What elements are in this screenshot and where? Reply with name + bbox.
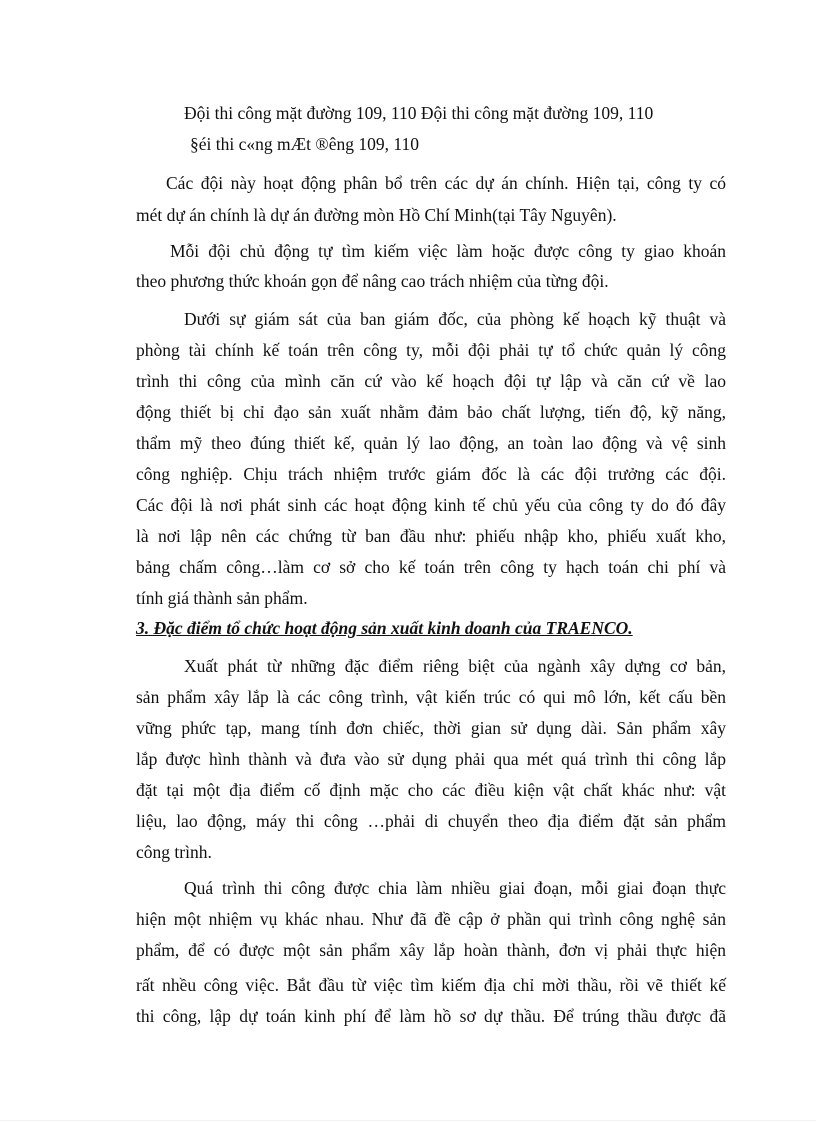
paragraph-line: Quá trình thi công được chia làm nhiều giai đoạn, mỗi giai đoạn thực [184, 878, 726, 898]
paragraph-line: tính giá thành sản phẩm. [136, 588, 308, 608]
paragraph-line: Dưới sự giám sát của ban giám đốc, của phòng kế hoạch kỹ thuật và [184, 309, 726, 329]
paragraph-line: vững phức tạp, mang tính đơn chiếc, thời gian sử dụng dài. Sản phẩm xây [136, 718, 726, 738]
paragraph-line: sản phẩm xây lắp là các công trình, vật kiến trúc có qui mô lớn, kết cấu bền [136, 687, 726, 707]
section-heading: 3. Đặc điểm tổ chức hoạt động sản xuất kinh doanh của TRAENCO. [136, 618, 633, 638]
paragraph-line: công trình. [136, 842, 212, 862]
page-bottom-edge [0, 1120, 816, 1121]
paragraph-line: rất nhều công việc. Bắt đầu từ việc tìm kiếm địa chỉ mời thầu, rồi vẽ thiết kế [136, 975, 726, 995]
team-line-1: Đội thi công mặt đường 109, 110 Đội thi công mặt đường 109, 110 [184, 103, 654, 123]
team-line-2: §éi thi c«ng mÆt ®êng 109, 110 [190, 134, 419, 154]
paragraph-line: Mỗi đội chủ động tự tìm kiếm việc làm hoặc được công ty giao khoán [170, 241, 726, 261]
paragraph-line: công nghiệp. Chịu trách nhiệm trước giám đốc là các đội trưởng các đội. [136, 464, 726, 484]
paragraph-line: mét dự án chính là dự án đường mòn Hồ Chí Minh(tại Tây Nguyên). [136, 205, 617, 225]
paragraph-line: hiện một nhiệm vụ khác nhau. Như đã đề cập ở phần qui trình công nghệ sản [136, 909, 726, 929]
paragraph-line: động thiết bị chỉ đạo sản xuất nhằm đảm bảo chất lượng, tiến độ, kỹ năng, [136, 402, 726, 422]
paragraph-line: thẩm mỹ theo đúng thiết kế, quản lý lao động, an toàn lao động và vệ sinh [136, 433, 726, 453]
paragraph-line: đặt tại một địa điểm cố định mặc cho các điều kiện vật chất khác như: vật [136, 780, 726, 800]
paragraph-line: liệu, lao động, máy thi công …phải di chuyển theo địa điểm đặt sản phẩm [136, 811, 726, 831]
paragraph-line: Các đội này hoạt động phân bổ trên các dự án chính. Hiện tại, công ty có [166, 173, 726, 193]
paragraph-line: thi công, lập dự toán kinh phí để làm hồ sơ dự thầu. Để trúng thầu được đã [136, 1006, 726, 1026]
paragraph-line: phẩm, để có được một sản phẩm xây lắp hoàn thành, đơn vị phải thực hiện [136, 940, 726, 960]
paragraph-line: lắp được hình thành và đưa vào sử dụng phải qua mét quá trình thi công lắp [136, 749, 726, 769]
paragraph-line: theo phương thức khoán gọn để nâng cao trách nhiệm của từng đội. [136, 271, 609, 291]
paragraph-line: bảng chấm công…làm cơ sở cho kế toán trên công ty hạch toán chi phí và [136, 557, 726, 577]
paragraph-line: là nơi lập nên các chứng từ ban đầu như: phiếu nhập kho, phiếu xuất kho, [136, 526, 726, 546]
paragraph-line: Các đội là nơi phát sinh các hoạt động kinh tế chủ yếu của công ty do đó đây [136, 495, 726, 515]
paragraph-line: phòng tài chính kế toán trên công ty, mỗi đội phải tự tổ chức quản lý công [136, 340, 726, 360]
paragraph-line: Xuất phát từ những đặc điểm riêng biệt của ngành xây dựng cơ bản, [184, 656, 726, 676]
paragraph-line: trình thi công của mình căn cứ vào kế hoạch đội tự lập và căn cứ về lao [136, 371, 726, 391]
